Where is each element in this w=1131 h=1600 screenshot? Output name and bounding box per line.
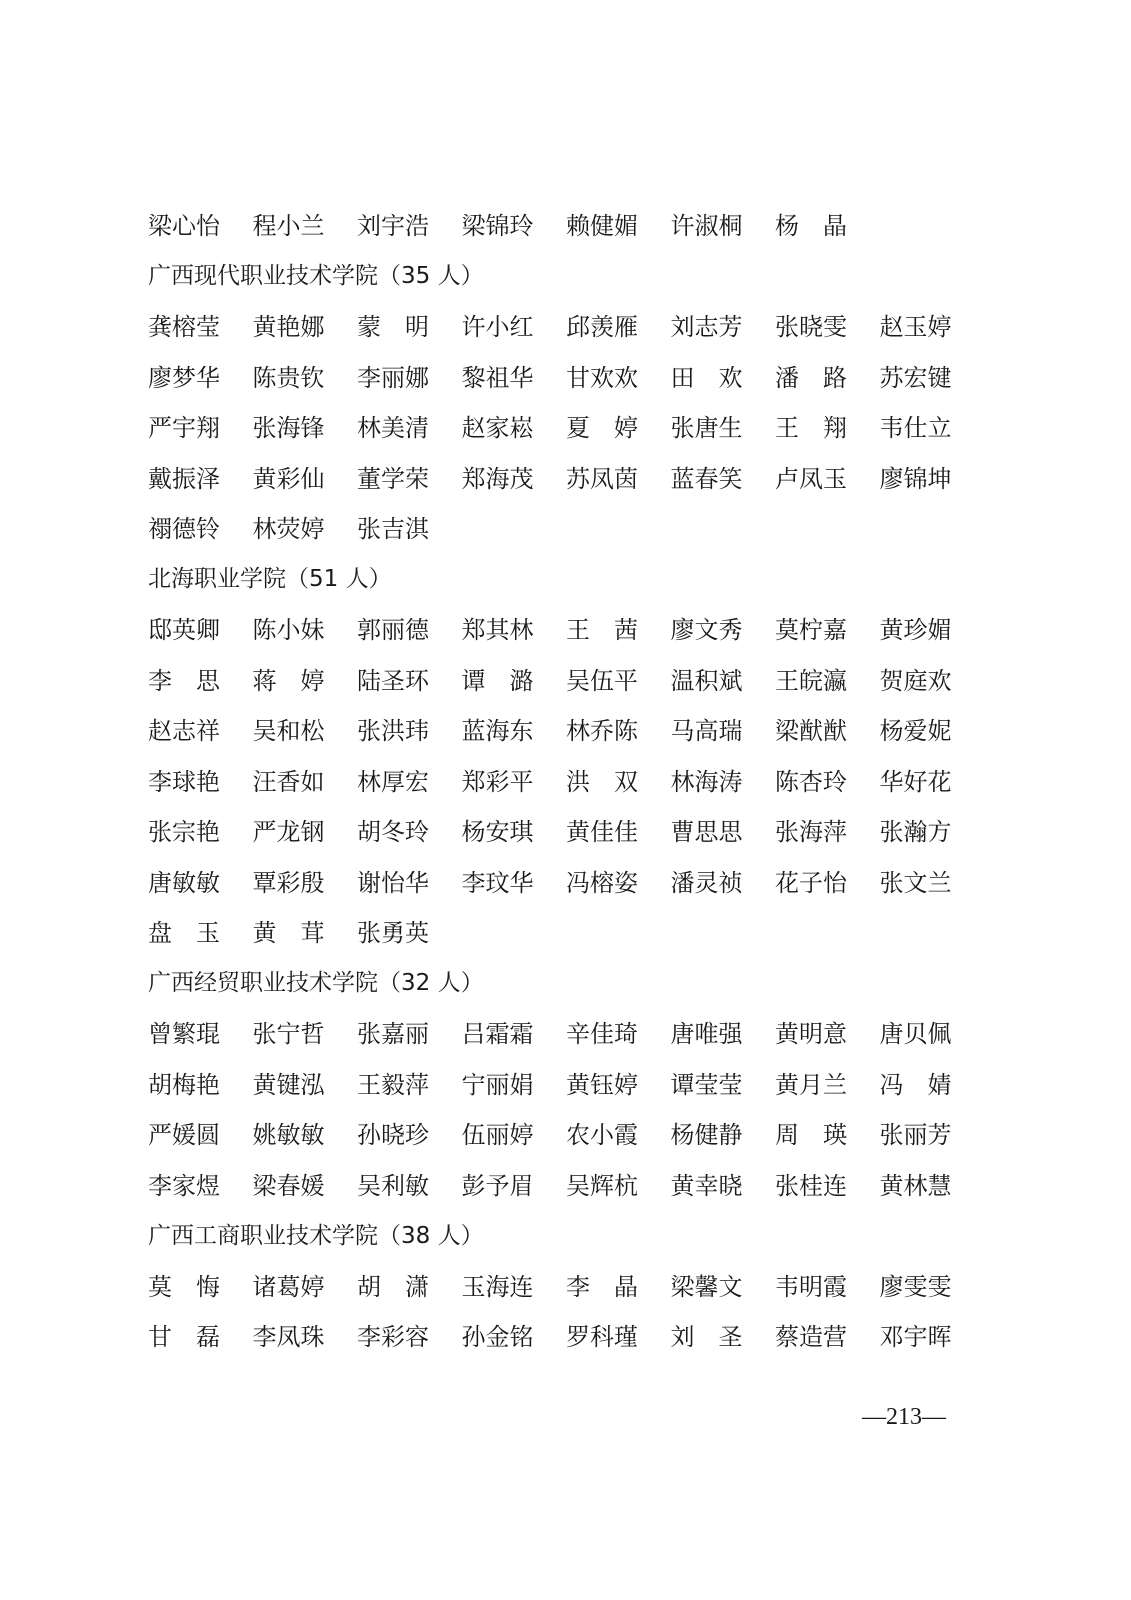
- person-name: 李彩容: [357, 1323, 429, 1352]
- person-name: 李凤珠: [252, 1323, 325, 1352]
- person-name: 韦明霞: [775, 1272, 847, 1301]
- person-name: 谭莹莹: [670, 1070, 743, 1099]
- person-name: 廖文秀: [670, 616, 743, 645]
- person-name: 黄明意: [775, 1020, 847, 1049]
- person-name: 黄艳娜: [252, 313, 325, 342]
- name-row: [148, 656, 988, 707]
- person-name: 曾繁琨: [148, 1020, 220, 1049]
- person-name: 覃彩殷: [252, 868, 325, 897]
- name-row: [148, 858, 988, 909]
- college-heading-text: 广西工商职业技术学院（38 人）: [148, 1222, 484, 1249]
- person-name: 张文兰: [879, 868, 952, 897]
- person-name: 彭予眉: [461, 1171, 534, 1200]
- person-name: 蒙 明: [357, 313, 429, 342]
- person-name: 赵家崧: [461, 414, 534, 443]
- person-name: 玉海连: [461, 1272, 534, 1301]
- person-name: 黄彩仙: [252, 464, 325, 493]
- person-name: 唐贝佩: [879, 1020, 952, 1049]
- name-row: [148, 302, 988, 353]
- page-number: —213—: [862, 1404, 946, 1430]
- person-name: 苏凤茵: [566, 464, 638, 493]
- person-name: 许淑桐: [670, 212, 743, 241]
- person-name: 甘欢欢: [566, 363, 638, 392]
- person-name: 邱羡雁: [566, 313, 638, 342]
- person-name: 林乔陈: [566, 717, 638, 746]
- person-name: 莫柠嘉: [775, 616, 847, 645]
- name-row: [148, 1110, 988, 1161]
- person-name: 伍丽婷: [461, 1121, 534, 1150]
- person-name: 张勇英: [357, 919, 429, 948]
- person-name: 李 晶: [566, 1272, 638, 1301]
- person-name: 戴振泽: [148, 464, 220, 493]
- person-name: 谢怡华: [357, 868, 429, 897]
- person-name: 郑其林: [461, 616, 534, 645]
- person-name: 廖锦坤: [879, 464, 952, 493]
- name-row: [148, 454, 988, 505]
- name-row: [148, 807, 988, 858]
- person-name: 梁春媛: [252, 1171, 325, 1200]
- person-name: 王毅萍: [357, 1070, 429, 1099]
- person-name: 罗科瑾: [566, 1323, 638, 1352]
- name-row: [148, 1161, 988, 1212]
- person-name: 花子怡: [775, 868, 847, 897]
- person-name: 张嘉丽: [357, 1020, 429, 1049]
- person-name: 赖健媚: [566, 212, 638, 241]
- person-name: 陈小妹: [252, 616, 325, 645]
- name-row: [148, 908, 988, 959]
- person-name: 吴和松: [252, 717, 325, 746]
- person-name: 林厚宏: [357, 767, 429, 796]
- person-name: 李家煜: [148, 1171, 220, 1200]
- person-name: 胡冬玲: [357, 818, 429, 847]
- name-row: [148, 757, 988, 808]
- person-name: 赵志祥: [148, 717, 220, 746]
- person-name: 农小霞: [566, 1121, 638, 1150]
- person-name: 温积斌: [670, 666, 743, 695]
- person-name: 吴辉杭: [566, 1171, 638, 1200]
- person-name: 张吉淇: [357, 515, 429, 544]
- person-name: 林美清: [357, 414, 429, 443]
- person-name: 甘 磊: [148, 1323, 220, 1352]
- person-name: 陈贵钦: [252, 363, 325, 392]
- person-name: 郭丽德: [357, 616, 429, 645]
- name-row: [148, 1262, 988, 1313]
- person-name: 龚榕莹: [148, 313, 220, 342]
- person-name: 刘志芳: [670, 313, 743, 342]
- person-name: 黄珍媚: [879, 616, 952, 645]
- person-name: 严龙钢: [252, 818, 325, 847]
- person-name: 夏 婷: [566, 414, 638, 443]
- person-name: 黎祖华: [461, 363, 534, 392]
- person-name: 张宗艳: [148, 818, 220, 847]
- person-name: 黄佳佳: [566, 818, 638, 847]
- person-name: 辛佳琦: [566, 1020, 638, 1049]
- person-name: 王皖瀛: [775, 666, 847, 695]
- person-name: 邸英卿: [148, 616, 220, 645]
- college-heading: [148, 555, 988, 606]
- person-name: 刘 圣: [670, 1323, 743, 1352]
- person-name: 姚敏敏: [252, 1121, 325, 1150]
- person-name: 宁丽娟: [461, 1070, 534, 1099]
- person-name: 华好花: [879, 767, 952, 796]
- name-row: [148, 353, 988, 404]
- college-heading: [148, 1211, 988, 1262]
- person-name: 孙金铭: [461, 1323, 534, 1352]
- person-name: 严宇翔: [148, 414, 220, 443]
- person-name: 严媛圆: [148, 1121, 220, 1150]
- person-name: 曹思思: [670, 818, 743, 847]
- person-name: 禤德铃: [148, 515, 220, 544]
- person-name: 郑彩平: [461, 767, 534, 796]
- person-name: 冯榕姿: [566, 868, 638, 897]
- person-name: 田 欢: [670, 363, 743, 392]
- person-name: 邓宇晖: [879, 1323, 952, 1352]
- person-name: 苏宏键: [879, 363, 952, 392]
- person-name: 韦仕立: [879, 414, 952, 443]
- person-name: 冯 婧: [879, 1070, 952, 1099]
- person-name: 马高瑞: [670, 717, 743, 746]
- person-name: 程小兰: [252, 212, 325, 241]
- person-name: 郑海茂: [461, 464, 534, 493]
- person-name: 莫 悔: [148, 1272, 220, 1301]
- person-name: 蔡造营: [775, 1323, 847, 1352]
- person-name: 张晓雯: [775, 313, 847, 342]
- person-name: 廖梦华: [148, 363, 220, 392]
- person-name: 贺庭欢: [879, 666, 952, 695]
- person-name: 廖雯雯: [879, 1272, 952, 1301]
- person-name: 张桂连: [775, 1171, 847, 1200]
- person-name: 蓝春笑: [670, 464, 743, 493]
- name-row: [148, 1009, 988, 1060]
- person-name: 蒋 婷: [252, 666, 325, 695]
- name-row: [148, 201, 988, 252]
- person-name: 黄月兰: [775, 1070, 847, 1099]
- person-name: 吴利敏: [357, 1171, 429, 1200]
- name-row: [148, 504, 988, 555]
- person-name: 王 茜: [566, 616, 638, 645]
- person-name: 陆圣环: [357, 666, 429, 695]
- person-name: 胡梅艳: [148, 1070, 220, 1099]
- person-name: 洪 双: [566, 767, 638, 796]
- person-name: 胡 潇: [357, 1272, 429, 1301]
- person-name: 张宁哲: [252, 1020, 325, 1049]
- name-row: [148, 1312, 988, 1363]
- person-name: 张海锋: [252, 414, 325, 443]
- person-name: 王 翔: [775, 414, 847, 443]
- person-name: 张洪玮: [357, 717, 429, 746]
- person-name: 许小红: [461, 313, 534, 342]
- person-name: 吕霜霜: [461, 1020, 534, 1049]
- person-name: 梁心怡: [148, 212, 220, 241]
- name-row: [148, 403, 988, 454]
- person-name: 梁锦玲: [461, 212, 534, 241]
- person-name: 谭 潞: [461, 666, 534, 695]
- person-name: 黄林慧: [879, 1171, 952, 1200]
- person-name: 黄 茸: [252, 919, 325, 948]
- person-name: 杨安琪: [461, 818, 534, 847]
- person-name: 李球艳: [148, 767, 220, 796]
- person-name: 汪香如: [252, 767, 325, 796]
- person-name: 张海萍: [775, 818, 847, 847]
- person-name: 周 瑛: [775, 1121, 847, 1150]
- person-name: 梁馨文: [670, 1272, 743, 1301]
- college-heading-text: 广西经贸职业技术学院（32 人）: [148, 970, 484, 997]
- person-name: 林荧婷: [252, 515, 325, 544]
- person-name: 潘灵祯: [670, 868, 743, 897]
- person-name: 唐唯强: [670, 1020, 743, 1049]
- person-name: 孙晓珍: [357, 1121, 429, 1150]
- person-name: 潘 路: [775, 363, 847, 392]
- college-heading-text: 广西现代职业技术学院（35 人）: [148, 263, 484, 290]
- person-name: 赵玉婷: [879, 313, 952, 342]
- person-name: 李 思: [148, 666, 220, 695]
- person-name: 张瀚方: [879, 818, 952, 847]
- person-name: 盘 玉: [148, 919, 220, 948]
- person-name: 林海涛: [670, 767, 743, 796]
- college-heading: [148, 959, 988, 1010]
- person-name: 黄键泓: [252, 1070, 325, 1099]
- person-name: 梁猷猷: [775, 717, 847, 746]
- person-name: 张唐生: [670, 414, 743, 443]
- name-row: [148, 706, 988, 757]
- name-row: [148, 605, 988, 656]
- person-name: 陈杏玲: [775, 767, 847, 796]
- person-name: 唐敏敏: [148, 868, 220, 897]
- name-row: [148, 1060, 988, 1111]
- person-name: 刘宇浩: [357, 212, 429, 241]
- person-name: 杨爱妮: [879, 717, 952, 746]
- person-name: 董学荣: [357, 464, 429, 493]
- person-name: 蓝海东: [461, 717, 534, 746]
- person-name: 杨健静: [670, 1121, 743, 1150]
- person-name: 诸葛婷: [252, 1272, 325, 1301]
- name-list-content: [148, 201, 988, 1363]
- college-heading-text: 北海职业学院（51 人）: [148, 566, 392, 593]
- college-heading: [148, 252, 988, 303]
- person-name: 张丽芳: [879, 1121, 952, 1150]
- person-name: 吴伍平: [566, 666, 638, 695]
- person-name: 李玟华: [461, 868, 534, 897]
- person-name: 杨 晶: [775, 212, 847, 241]
- person-name: 李丽娜: [357, 363, 429, 392]
- person-name: 黄钰婷: [566, 1070, 638, 1099]
- person-name: 卢凤玉: [775, 464, 847, 493]
- person-name: 黄幸晓: [670, 1171, 743, 1200]
